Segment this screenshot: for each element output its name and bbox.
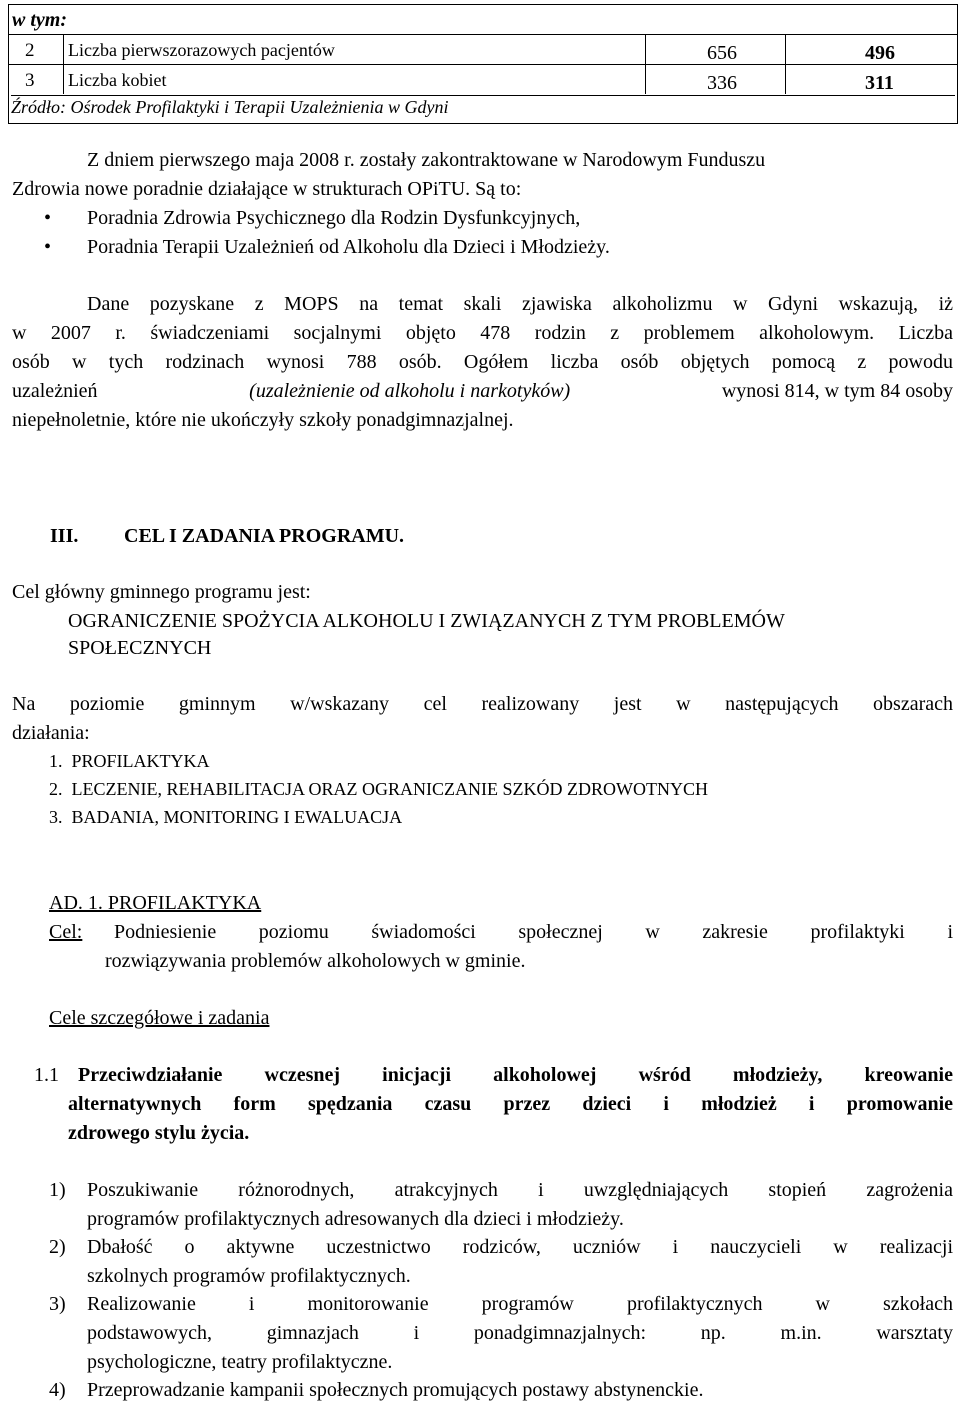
row-label: Liczba pierwszorazowych pacjentów <box>68 40 335 60</box>
main-goal-line-1: OGRANICZENIE SPOŻYCIA ALKOHOLU I ZWIĄZANYCH Z TYM PROBLEMÓW <box>68 610 785 632</box>
cel-line-2: rozwiązywania problemów alkoholowych w gminie. <box>105 950 526 972</box>
ad1-heading: AD. 1. PROFILAKTYKA <box>49 892 262 914</box>
task-line: Dbałość o aktywne uczestnictwo rodziców, uczniów i nauczycieli w realizacji <box>87 1236 953 1258</box>
cel-label: Cel: <box>49 921 83 943</box>
row-value-2: 311 <box>865 72 894 94</box>
area-item: 1. PROFILAKTYKA <box>49 751 210 771</box>
mops-line-4 <box>12 379 953 403</box>
cel-line-1: Podniesienie poziomu świadomości społecznej w zakresie profilaktyki i <box>114 921 953 943</box>
areas-line-1: Na poziomie gminnym w/wskazany cel realizowany jest w następujących obszarach <box>12 693 953 715</box>
task-number: 3) <box>49 1293 66 1315</box>
goal-line-3: zdrowego stylu życia. <box>68 1122 250 1144</box>
row-number: 3 <box>25 70 35 91</box>
section-title: CEL I ZADANIA PROGRAMU. <box>124 525 405 547</box>
row-value-1: 336 <box>707 72 737 94</box>
bullet-item: Poradnia Zdrowia Psychicznego dla Rodzin Dysfunkcyjnych, <box>87 207 581 229</box>
table-caption: w tym: <box>12 9 67 31</box>
goal-intro: Cel główny gminnego programu jest: <box>12 581 311 603</box>
mops-line-3: osób w tych rodzinach wynosi 788 osób. Ogółem liczba osób objętych pomocą z powodu <box>12 351 953 373</box>
bullet-icon: • <box>44 236 52 258</box>
bullet-item: Poradnia Terapii Uzależnień od Alkoholu dla Dzieci i Młodzieży. <box>87 236 610 258</box>
mops-text: wynosi 814, w tym 84 osoby <box>721 380 953 402</box>
mops-italic-text: (uzależnienie od alkoholu i narkotyków) <box>249 380 571 402</box>
main-goal-line-2: SPOŁECZNYCH <box>68 637 212 659</box>
goal-line-2: alternatywnych form spędzania czasu przez dzieci i młodzież i promowanie <box>68 1093 953 1115</box>
intro-line-1: Z dniem pierwszego maja 2008 r. zostały zakontraktowane w Narodowym Funduszu <box>87 149 766 171</box>
table-row <box>9 34 957 64</box>
intro-line-2: Zdrowia nowe poradnie działające w strukturach OPiTU. Są to: <box>12 178 522 200</box>
row-number: 2 <box>25 40 35 61</box>
goal-line-1: Przeciwdziałanie wczesnej inicjacji alkoholowej wśród młodzieży, kreowanie <box>78 1064 953 1086</box>
bullet-icon: • <box>44 207 52 229</box>
task-number: 4) <box>49 1379 66 1401</box>
table-row <box>9 64 957 94</box>
row-label: Liczba kobiet <box>68 70 167 90</box>
task-line: programów profilaktycznych adresowanych dla dzieci i młodzieży. <box>87 1208 624 1230</box>
task-line: szkolnych programów profilaktycznych. <box>87 1265 411 1287</box>
sub-heading: Cele szczegółowe i zadania <box>49 1007 270 1029</box>
row-value-1: 656 <box>707 42 737 64</box>
mops-line-1: Dane pozyskane z MOPS na temat skali zjawiska alkoholizmu w Gdyni wskazują, iż <box>87 293 953 315</box>
task-line: Przeprowadzanie kampanii społecznych promujących postawy abstynenckie. <box>87 1379 704 1401</box>
task-line: psychologiczne, teatry profilaktyczne. <box>87 1351 393 1373</box>
task-number: 1) <box>49 1179 66 1201</box>
mops-text: uzależnień <box>12 380 98 402</box>
statistics-table <box>8 4 958 124</box>
task-line: Realizowanie i monitorowanie programów profilaktycznych w szkołach <box>87 1293 953 1315</box>
mops-line-2: w 2007 r. świadczeniami socjalnymi objęto 478 rodzin z problemem alkoholowym. Liczba <box>12 322 953 344</box>
row-value-2: 496 <box>865 42 895 64</box>
areas-line-2: działania: <box>12 722 90 744</box>
area-item: 3. BADANIA, MONITORING I EWALUACJA <box>49 807 403 827</box>
mops-line-5: niepełnoletnie, które nie ukończyły szkoły ponadgimnazjalnej. <box>12 409 514 431</box>
table-source: Źródło: Ośrodek Profilaktyki i Terapii Uzależnienia w Gdyni <box>11 95 955 118</box>
task-line: podstawowych, gimnazjach i ponadgimnazjalnych: np. m.in. warsztaty <box>87 1322 953 1344</box>
task-number: 2) <box>49 1236 66 1258</box>
area-item: 2. LECZENIE, REHABILITACJA ORAZ OGRANICZANIE SZKÓD ZDROWOTNYCH <box>49 779 709 799</box>
goal-number: 1.1 <box>34 1064 59 1086</box>
section-number: III. <box>50 525 79 547</box>
task-line: Poszukiwanie różnorodnych, atrakcyjnych i uwzględniających stopień zagrożenia <box>87 1179 953 1201</box>
